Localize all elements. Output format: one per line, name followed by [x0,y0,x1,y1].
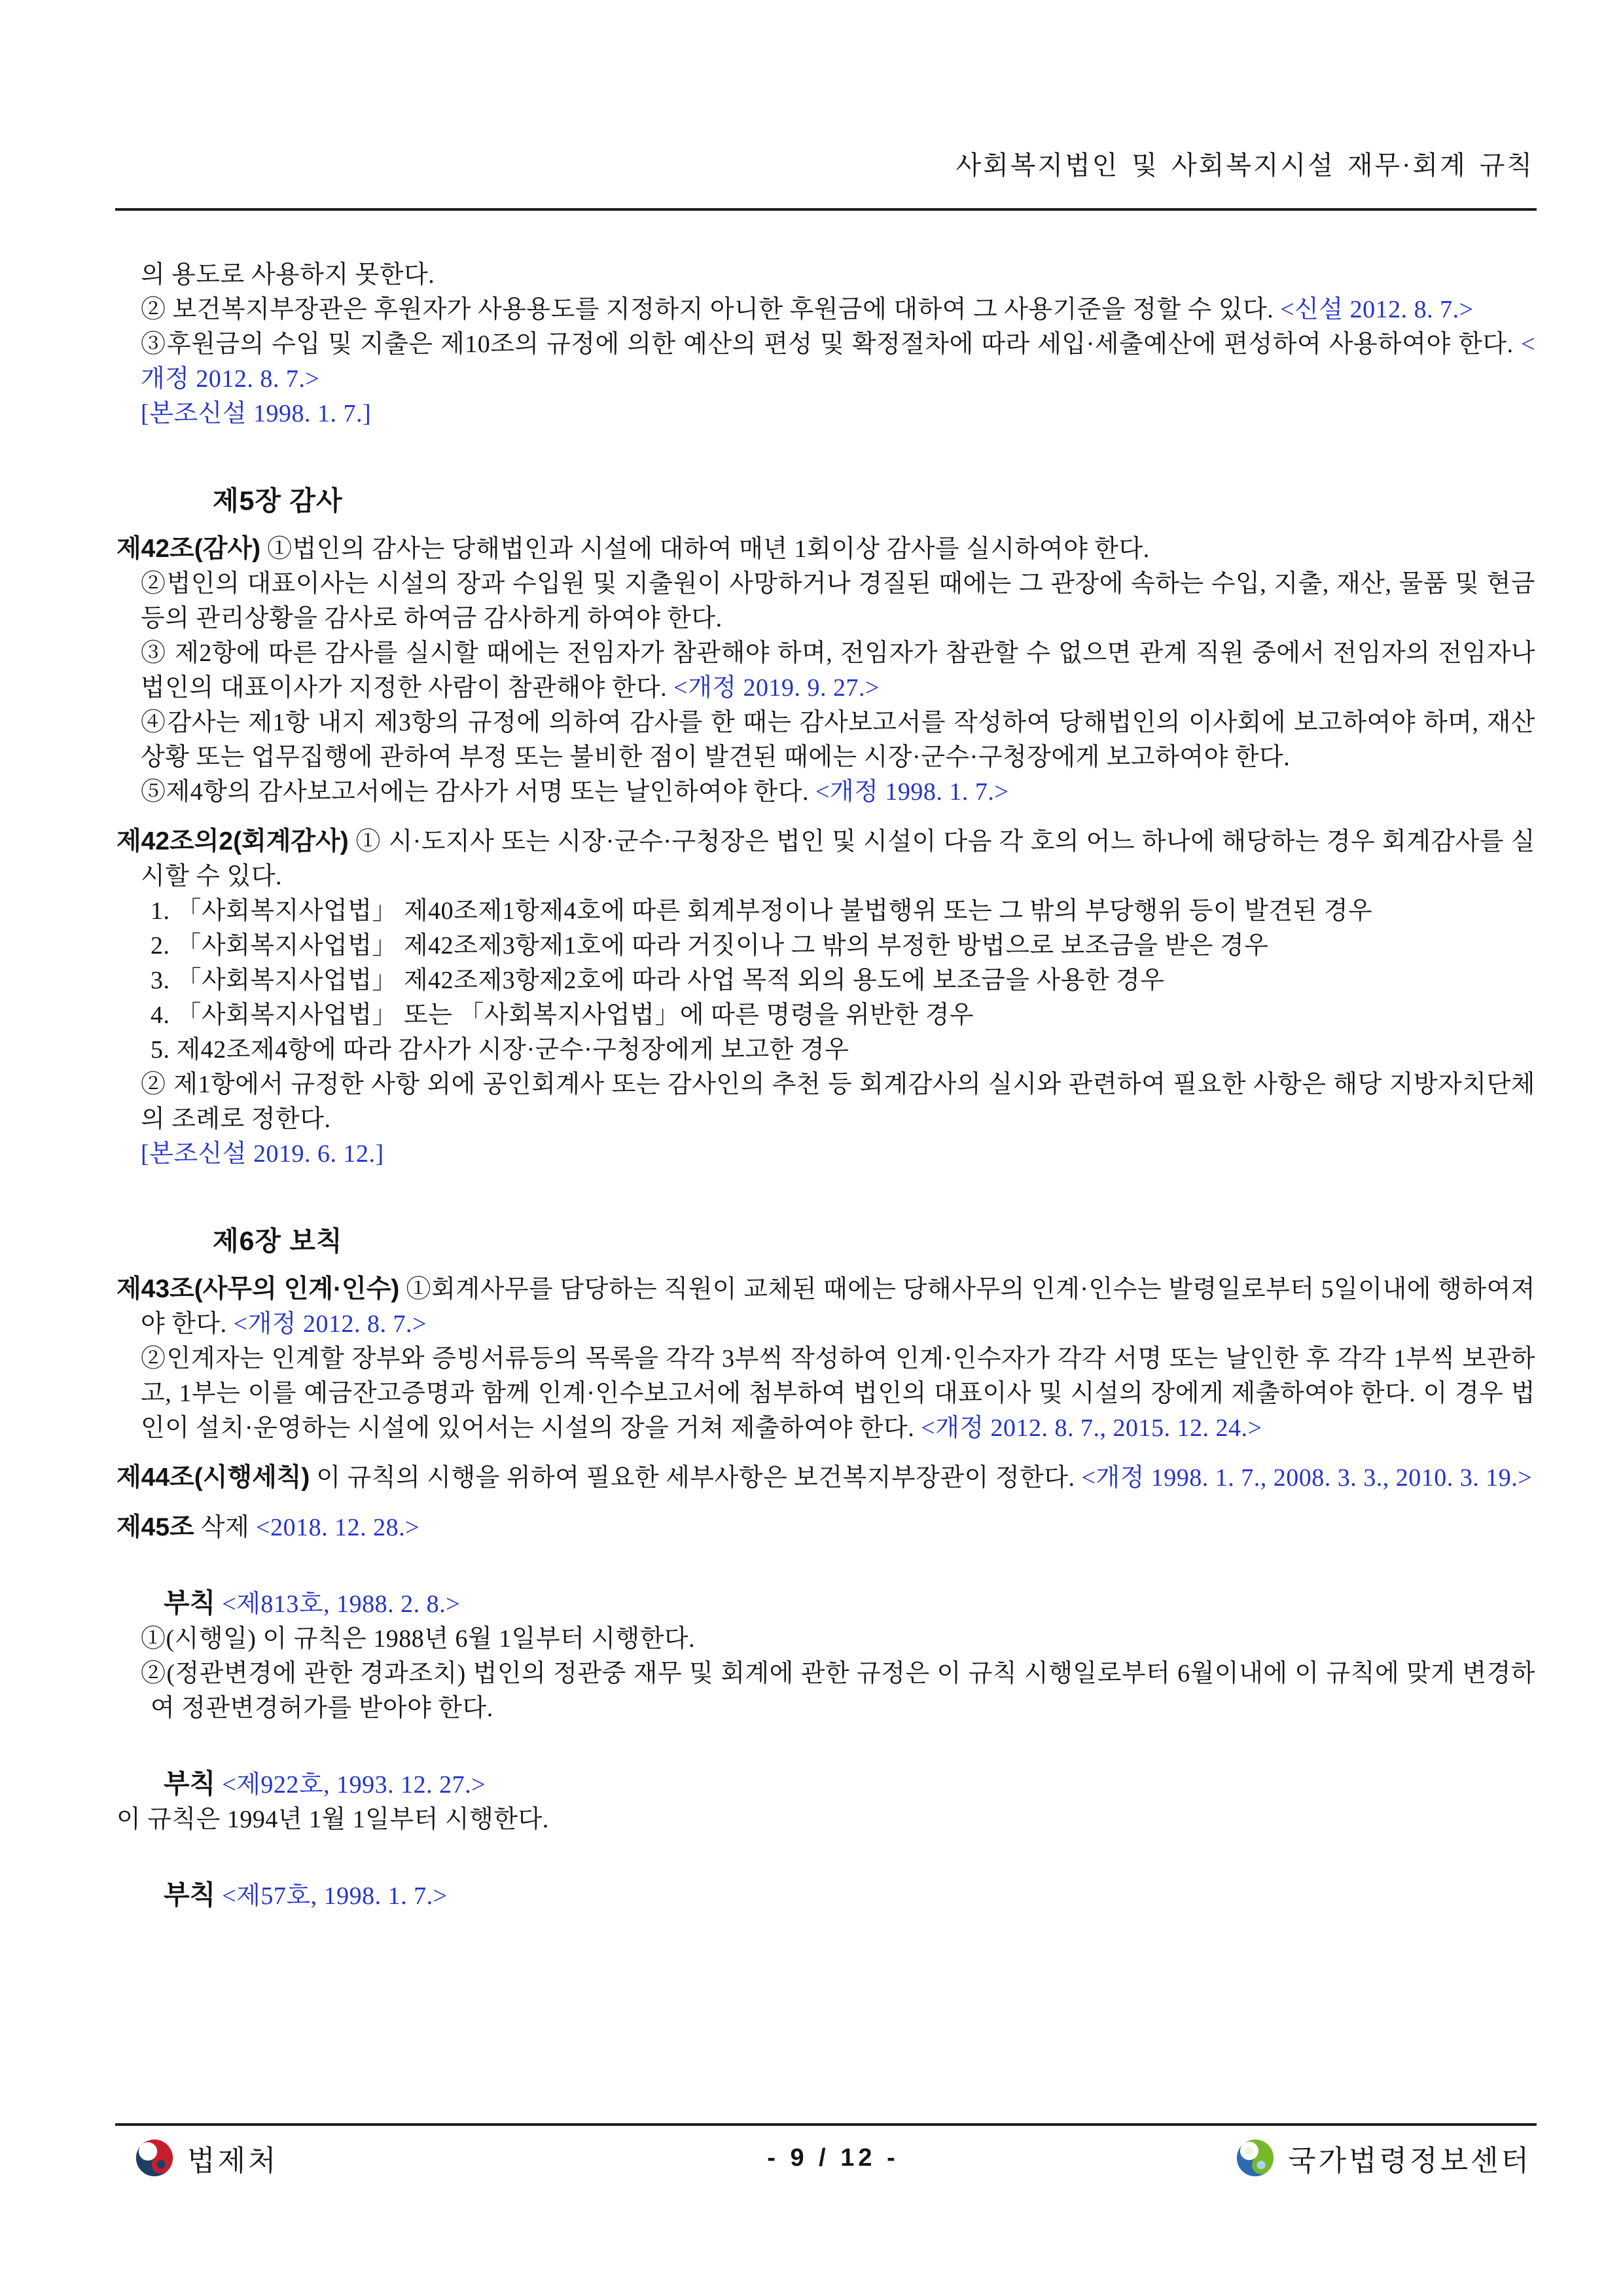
text-run: ②(정관변경에 관한 경과조치) 법인의 정관중 재무 및 회계에 관한 규정은 이 규칙 시행일로부터 6월이내에 이 규칙에 맞게 변경하여 정관변경허가를 받아야 한다. [141,1660,1535,1722]
footer-row [135,2135,1531,2181]
revision-tag: <개정 1998. 1. 7., 2008. 3. 3., 2010. 3. 19.> [1081,1464,1533,1492]
text-run: ⑤제4항의 감사보고서에는 감사가 서명 또는 날인하여야 한다. [141,778,815,806]
paragraph [141,1342,1535,1446]
footer-left-label: 법제처 [187,2145,279,2177]
paragraph [141,327,1535,397]
revision-tag: <개정 1998. 1. 7.> [815,778,1009,806]
text-run: 이 규칙은 1994년 1월 1일부터 시행한다. [116,1806,549,1833]
revision-tag: <개정 2019. 9. 27.> [673,674,880,702]
text-run: ① 시·도지사 또는 시장·군수·구청장은 법인 및 시설이 다음 각 호의 어느 하나에 해당하는 경우 회계감사를 실시할 수 있다. [141,828,1535,890]
text-run: ②인계자는 인계할 장부와 증빙서류등의 목록을 각각 3부씩 작성하여 인계·인수자가 각각 서명 또는 날인한 후 각각 1부씩 보관하고, 1부는 이를 예금잔고증명과 함께 인계·인수보고서에 첨부하여 법인의 대표이사 및 시설의 장에게 제출하여야 한다. 이 경우 법인이 설치·운영하는 시설에 있어서는 시설의 장을 거쳐 제출하여야 한다. [141,1345,1535,1442]
revision-tag: [본조신설 1998. 1. 7.] [141,400,372,427]
text-run: ③ 제2항에 따른 감사를 실시할 때에는 전임자가 참관해야 하며, 전임자가 참관할 수 없으면 관계 직원 중에서 전임자의 전임자나 법인의 대표이사가 지정한 사람이 참관해야 한다. [141,639,1535,702]
paragraph [141,1067,1535,1137]
text-run: 삭제 [194,1514,257,1541]
article-paragraph [116,1510,1535,1545]
text-run: ③후원금의 수입 및 지출은 제10조의 규정에 의한 예산의 편성 및 확정절차에 따라 세입·세출예산에 편성하여 사용하여야 한다. [141,331,1522,358]
list-item [151,929,1535,963]
text-run: 5. 제42조제4항에 따라 감사가 시장·군수·구청장에게 보고한 경우 [151,1036,849,1064]
paragraph [141,258,1535,293]
list-item [151,1033,1535,1067]
page-number-label: - 9 / 12 - [767,2144,899,2172]
text-run: ②법인의 대표이사는 시설의 장과 수입원 및 지출원이 사망하거나 경질된 때에는 그 관장에 속하는 수입, 지출, 재산, 물품 및 현금등의 관리상황을 감사로 하여금 감사하게 하여야 한다. [141,570,1535,632]
list-item [151,998,1535,1033]
footer-left [135,2137,279,2179]
article-label: 제43조(사무의 인계·인수) [116,1275,400,1303]
addendum-paragraph [141,1622,1535,1657]
text-run: ④감사는 제1항 내지 제3항의 규정에 의하여 감사를 한 때는 감사보고서를 작성하여 당해법인의 이사회에 보고하여야 하며, 재산상황 또는 업무집행에 관하여 부정 또는 불비한 점이 발견된 때에는 시장·군수·구청장에게 보고하여야 한다. [141,709,1535,771]
revision-tag: <신설 2012. 8. 7.> [1280,296,1474,323]
text-run: 1. 「사회복지사업법」 제40조제1항제4호에 따른 회계부정이나 불법행위 또는 그 밖의 부당행위 등이 발견된 경우 [151,897,1373,925]
revision-tag: <제57호, 1998. 1. 7.> [215,1882,448,1910]
text-run: 제5장 감사 [213,486,343,516]
paragraph [141,567,1535,636]
addendum-label: 부칙 [164,1880,216,1910]
revision-tag: <개정 2012. 8. 7.> [141,331,1535,393]
text-run: ①법인의 감사는 당해법인과 시설에 대하여 매년 1회이상 감사를 실시하여야 한다. [260,535,1150,563]
article-label: 제45조 [116,1513,194,1541]
addendum-paragraph [141,1657,1535,1726]
addendum-label: 부칙 [164,1768,216,1799]
text-run: 2. 「사회복지사업법」 제42조제3항제1호에 따라 거짓이나 그 밖의 부정한 방법으로 보조금을 받은 경우 [151,932,1269,960]
list-item [151,894,1535,929]
text-run: ①회계사무를 담당하는 직원이 교체된 때에는 당해사무의 인계·인수는 발령일로부터 5일이내에 행하여져야 한다. [141,1276,1535,1338]
article-paragraph [116,824,1535,894]
footer-right-label: 국가법령정보센터 [1287,2145,1531,2177]
article-paragraph [116,1460,1535,1496]
text-run: 4. 「사회복지사업법」 또는 「사회복지사업법」에 따른 명령을 위반한 경우 [151,1001,974,1029]
addendum-label: 부칙 [164,1588,216,1618]
revision-tag: <2018. 12. 28.> [256,1514,420,1541]
text-run: 제6장 보칙 [213,1226,343,1256]
revision-tag: <제813호, 1988. 2. 8.> [215,1590,460,1618]
document-title: 사회복지법인 및 사회복지시설 재무·회계 규칙 [955,151,1534,180]
header-divider [115,208,1537,211]
paragraph [141,706,1535,775]
revision-tag: <개정 2012. 8. 7., 2015. 12. 24.> [921,1414,1262,1442]
page-footer [0,2123,1623,2296]
paragraph [141,636,1535,706]
article-paragraph [116,1272,1535,1342]
article-label: 제44조(시행세칙) [116,1463,310,1492]
list-item [151,963,1535,998]
revision-tag: [본조신설 2019. 6. 12.] [141,1140,384,1168]
footer-right [1236,2137,1531,2179]
revision-tag: <제922호, 1993. 12. 27.> [215,1771,486,1799]
chapter-heading [213,1224,1535,1259]
article-label: 제42조의2(회계감사) [116,827,349,855]
addendum-text [116,1803,1535,1837]
footer-divider [115,2123,1537,2126]
paragraph [141,775,1535,810]
document-body [0,258,1535,1914]
text-run: 의 용도로 사용하지 못한다. [141,261,435,289]
insertion-note [141,397,1535,431]
text-run: 3. 「사회복지사업법」 제42조제3항제2호에 따라 사업 목적 외의 용도에 보조금을 사용한 경우 [151,967,1165,994]
text-run: ② 제1항에서 규정한 사항 외에 공인회계사 또는 감사인의 추천 등 회계감사의 실시와 관련하여 필요한 사항은 해당 지방자치단체의 조례로 정한다. [141,1071,1535,1133]
korea-government-emblem-icon [135,2138,174,2178]
paragraph [141,293,1535,327]
revision-tag: <개정 2012. 8. 7.> [233,1310,427,1338]
addendum-heading [164,1767,1535,1803]
chapter-heading [213,484,1535,518]
addendum-heading [164,1586,1535,1622]
law-info-center-logo-icon [1236,2138,1275,2178]
article-paragraph [116,531,1535,567]
insertion-note [141,1137,1535,1172]
addendum-heading [164,1878,1535,1914]
text-run: ② 보건복지부장관은 후원자가 사용용도를 지정하지 아니한 후원금에 대하여 그 사용기준을 정할 수 있다. [141,296,1281,323]
text-run: ①(시행일) 이 규칙은 1988년 6월 1일부터 시행한다. [141,1625,696,1653]
article-label: 제42조(감사) [116,535,261,563]
text-run: 이 규칙의 시행을 위하여 필요한 세부사항은 보건복지부장관이 정한다. [310,1464,1082,1492]
